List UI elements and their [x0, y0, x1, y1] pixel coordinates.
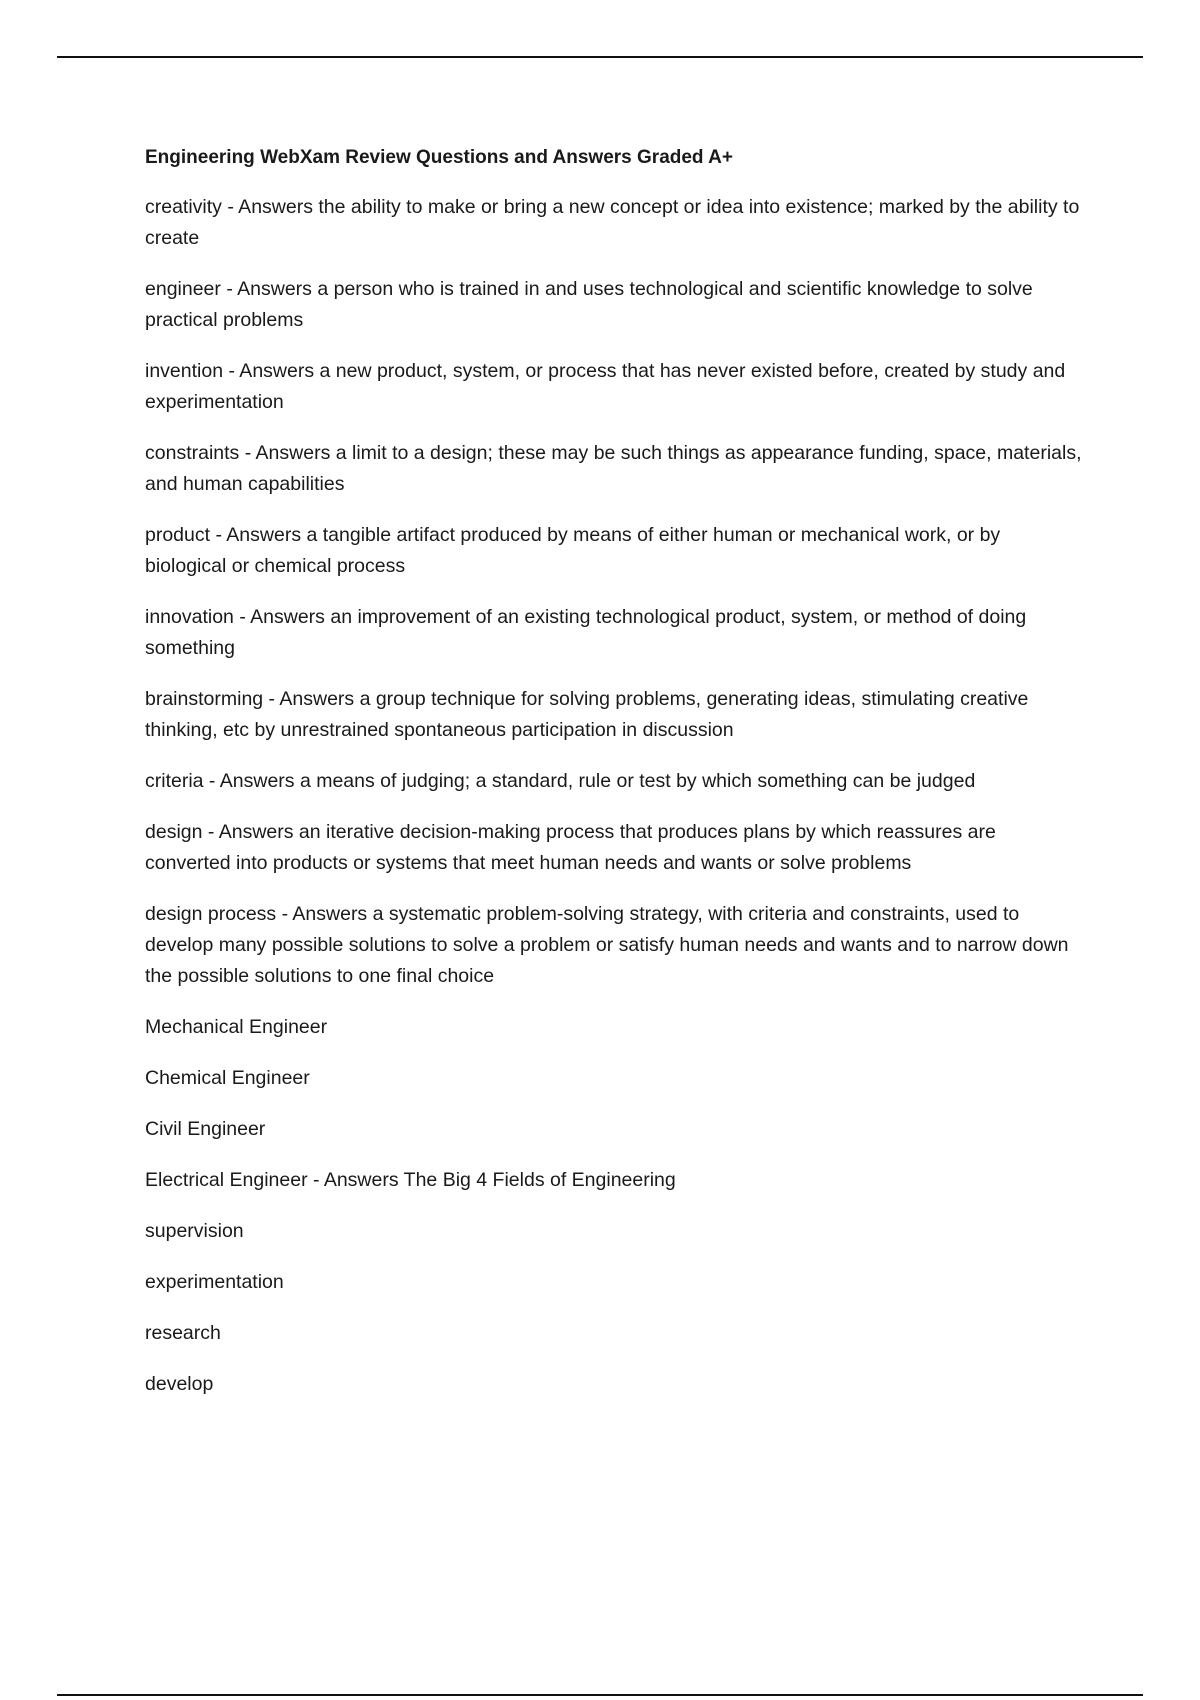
entry-creativity: creativity - Answers the ability to make or bring a new concept or idea into existence; marked by the ability to create: [145, 196, 1080, 249]
entry-criteria: criteria - Answers a means of judging; a standard, rule or test by which something can be judged: [145, 770, 976, 792]
entry-product: product - Answers a tangible artifact produced by means of either human or mechanical work, or by biological or chemical process: [145, 524, 1001, 577]
entry-design: design - Answers an iterative decision-making process that produces plans by which reassures are converted into products or systems that meet human needs and wants or solve problems: [145, 821, 996, 874]
entry-develop: develop: [145, 1373, 214, 1395]
entry-innovation: innovation - Answers an improvement of an existing technological product, system, or method of doing something: [145, 606, 1027, 659]
entry-design-process: design process - Answers a systematic problem-solving strategy, with criteria and constraints, used to develop many possible solutions to solve a problem or satisfy human needs and wants and to narrow down the possible solutions to one final choice: [145, 903, 1069, 987]
entry-mechanical-engineer: Mechanical Engineer: [145, 1016, 328, 1038]
header-rule: [57, 56, 1143, 58]
entry-supervision: supervision: [145, 1220, 244, 1242]
entry-research: research: [145, 1322, 221, 1344]
document-title: Engineering WebXam Review Questions and Answers Graded A+: [145, 147, 733, 168]
entry-chemical-engineer: Chemical Engineer: [145, 1067, 310, 1089]
footer-rule: [57, 1694, 1143, 1696]
entry-constraints: constraints - Answers a limit to a design; these may be such things as appearance funding, space, materials, and human capabilities: [145, 442, 1082, 495]
entry-engineer: engineer - Answers a person who is trained in and uses technological and scientific knowledge to solve practical problems: [145, 278, 1033, 331]
entry-brainstorming: brainstorming - Answers a group technique for solving problems, generating ideas, stimulating creative thinking, etc by unrestrained spontaneous participation in discussion: [145, 688, 1029, 741]
entry-civil-engineer: Civil Engineer: [145, 1118, 266, 1140]
entry-experimentation: experimentation: [145, 1271, 284, 1293]
entry-invention: invention - Answers a new product, system, or process that has never existed before, created by study and experimentation: [145, 360, 1066, 413]
document-body: [145, 143, 1085, 1420]
entry-electrical-engineer: Electrical Engineer - Answers The Big 4 Fields of Engineering: [145, 1169, 676, 1191]
entry-list: [145, 192, 1085, 1400]
